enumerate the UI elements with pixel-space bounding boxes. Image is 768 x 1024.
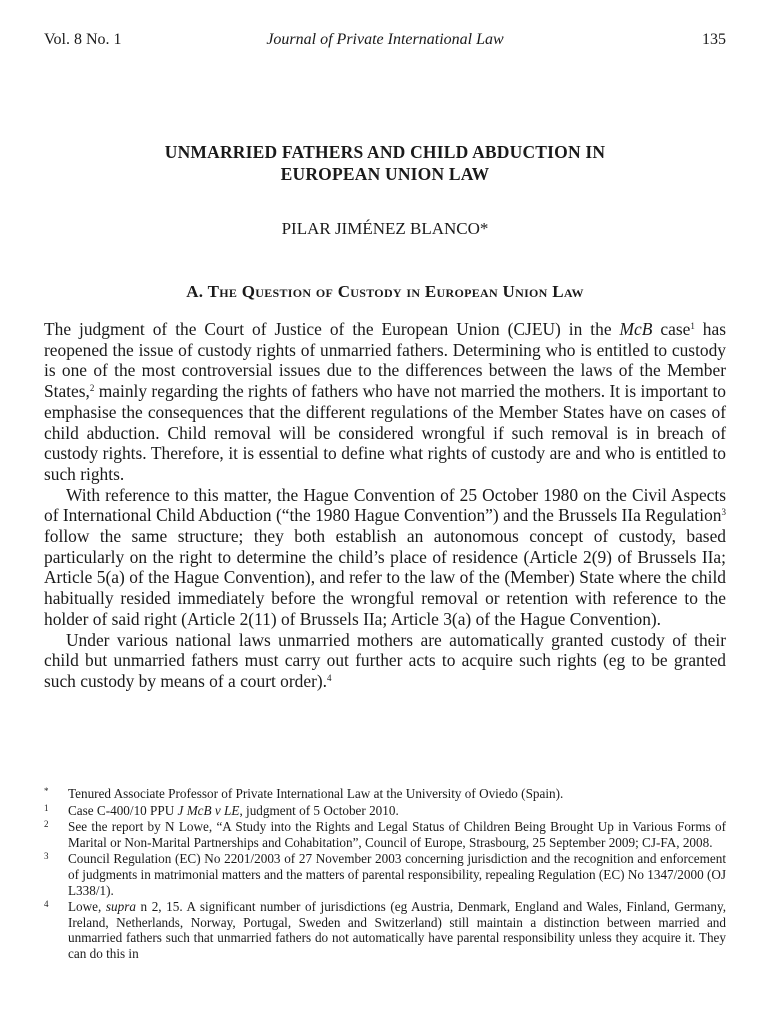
footnotes — [44, 786, 726, 963]
article-author: PILAR JIMÉNEZ BLANCO* — [281, 219, 489, 238]
page-number: 135 — [702, 31, 726, 48]
footnote-text — [68, 899, 726, 961]
footnote-text-part: Case C-400/10 PPU — [68, 802, 178, 818]
footnote-ref-1[interactable]: 1 — [690, 321, 695, 331]
footnote-ref-3[interactable]: 3 — [721, 507, 726, 518]
article-body — [44, 319, 726, 692]
article-title-line-1: UNMARRIED FATHERS AND CHILD ABDUCTION IN — [164, 142, 606, 162]
footnote-text: Tenured Associate Professor of Private International Law at the University of Oviedo (Spain). — [68, 786, 564, 801]
paragraph-text: case — [652, 319, 691, 339]
paragraph-text: has reopened the issue of custody rights of unmarried fathers. Determining who is entitled to custody is one of the most controversial issues due to the differences between the laws of the Member States, — [44, 319, 726, 402]
footnote-3 — [44, 851, 726, 898]
supra-reference: supra — [105, 899, 136, 915]
paragraph-text: mainly regarding the rights of fathers who have not married the mothers. It is important to emphasise the consequences that the different regulations of the Member States have on cases of child abduction. Child removal will be considered wrongful if such removal is in breach of custody rights. Therefore, it is essential to define what rights of custody are and who is entitled to such rights. — [44, 381, 726, 484]
article-title-line-2: EUROPEAN UNION LAW — [280, 164, 490, 184]
footnote-text-part: n 2, 15. A significant number of jurisdictions (eg Austria, Denmark, England and Wales, Finland, Germany, Ireland, Netherlands, Norway, Portugal, Sweden and Switzerland) still maintain a distinction between married and unmarried fathers such that unmarried fathers do not automatically have parental responsibility unless they acquire it. They can do this in — [68, 899, 726, 961]
footnote-star — [44, 786, 726, 802]
footnote-text-part: , judgment of 5 October 2010. — [239, 802, 399, 818]
footnote-text — [68, 803, 726, 819]
footnote-4 — [44, 899, 726, 961]
footnote-text: Council Regulation (EC) No 2201/2003 of 27 November 2003 concerning jurisdiction and the recognition and enforcement of judgments in matrimonial matters and the matters of parental responsibility, repealing Regulation (EC) No 1347/2000 (OJ L338/1). — [68, 851, 727, 898]
paragraph-text: follow the same structure; they both establish an autonomous concept of custody, based particularly on the right to determine the child’s place of residence (Article 2(9) of Brussels IIa; Article 5(a) of the Hague Convention), and refer to the law of the (Member) State where the child habitually resided immediately before the wrongful removal or retention with reference to the holder of said right (Article 2(11) of Brussels IIa; Article 3(a) of the Hague Convention). — [44, 526, 726, 629]
running-head — [44, 31, 726, 51]
footnote-mark: 2 — [44, 819, 49, 830]
footnote-ref-2[interactable]: 2 — [89, 383, 95, 394]
footnote-ref-4[interactable]: 4 — [327, 672, 332, 683]
volume-label: Vol. 8 No. 1 — [44, 31, 122, 48]
footnote-1 — [44, 803, 726, 819]
footnote-mark: 4 — [44, 899, 49, 910]
footnote-2 — [44, 819, 726, 850]
footnote-text: See the report by N Lowe, “A Study into the Rights and Legal Status of Children Being Brought Up in Various Forms of Marital or Non-Marital Partnerships and Cohabitation”, Council of Europe, Strasbourg, 25 September 2009; CJ-FA, 2008. — [68, 819, 726, 850]
journal-title: Journal of Private International Law — [266, 31, 504, 48]
body-paragraph-2 — [44, 485, 726, 630]
paragraph-text: With reference to this matter, the Hague Convention of 25 October 1980 on the Civil Aspects of International Child Abduction (“the 1980 Hague Convention”) and the Brussels IIa Regulation — [44, 484, 726, 526]
footnote-mark: 1 — [44, 802, 49, 813]
body-paragraph-3 — [44, 630, 726, 692]
paragraph-text: Under various national laws unmarried mothers are automatically granted custody of their child but unmarried fathers must carry out further acts to acquire such rights (eg to be granted such custody by means of a court order). — [44, 629, 726, 691]
footnote-mark: 3 — [44, 851, 49, 862]
article-title — [44, 141, 726, 185]
paragraph-text: The judgment of the Court of Justice of the European Union (CJEU) in the — [44, 319, 620, 339]
section-heading: A. The Question of Custody in European Union Law — [186, 282, 584, 301]
case-name: McB — [619, 319, 653, 339]
case-name: J McB v LE — [177, 802, 240, 818]
footnote-mark: * — [44, 786, 49, 796]
footnote-text-part: Lowe, — [68, 899, 106, 915]
body-paragraph-1 — [44, 319, 726, 485]
journal-page — [44, 0, 726, 1024]
